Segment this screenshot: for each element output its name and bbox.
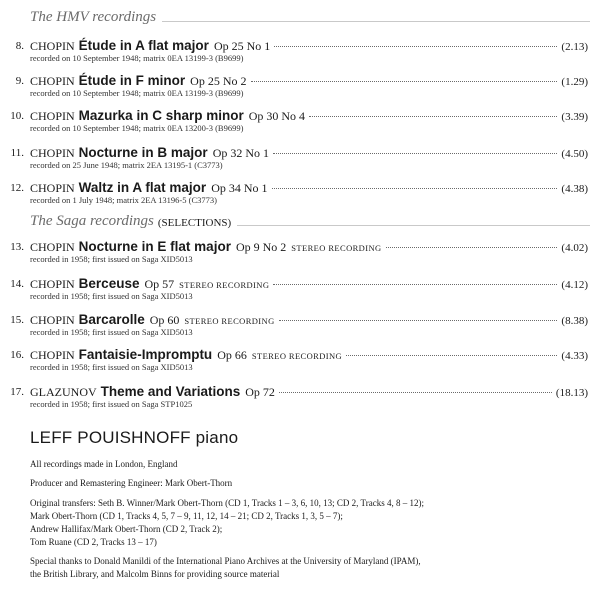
track-title: Étude in F minor <box>78 73 186 88</box>
track-composer: CHOPIN <box>30 313 75 327</box>
stereo-recording-tag: STEREO RECORDING <box>184 316 275 326</box>
track-duration: (8.38) <box>561 315 588 327</box>
track-opus: Op 60 <box>149 313 180 327</box>
track-row <box>0 38 598 68</box>
credit-thanks-line: Special thanks to Donald Manildi of the International Piano Archives at the University of Maryland (IPAM), <box>30 556 421 566</box>
dot-leader <box>386 247 558 248</box>
section-note-saga: (SELECTIONS) <box>157 217 232 229</box>
track-composer: CHOPIN <box>30 109 75 123</box>
track-duration: (4.38) <box>561 183 588 195</box>
credit-transfer-line: Original transfers: Seth B. Winner/Mark Obert-Thorn (CD 1, Tracks 1 – 3, 6, 10, 13; CD 2, Tracks 4, 8 – 12); <box>30 498 424 508</box>
track-duration: (4.50) <box>561 148 588 160</box>
track-number: 15. <box>10 314 24 326</box>
track-opus: Op 57 <box>144 277 175 291</box>
track-row <box>0 73 598 103</box>
track-title: Étude in A flat major <box>78 38 209 53</box>
track-title: Theme and Variations <box>100 384 241 399</box>
track-composer: CHOPIN <box>30 146 75 160</box>
track-line <box>30 347 588 363</box>
track-recording-info: recorded in 1958; first issued on Saga STP1025 <box>30 399 193 409</box>
track-row <box>0 347 598 377</box>
track-title: Berceuse <box>78 276 140 291</box>
dot-leader <box>273 284 557 285</box>
dot-leader <box>279 392 552 393</box>
track-recording-info: recorded in 1958; first issued on Saga XID5013 <box>30 254 193 264</box>
track-duration: (4.02) <box>561 242 588 254</box>
track-line <box>30 145 588 161</box>
track-duration: (1.29) <box>561 76 588 88</box>
track-title: Barcarolle <box>78 312 145 327</box>
track-number: 16. <box>10 349 24 361</box>
credit-transfer-line: Andrew Hallifax/Mark Obert-Thorn (CD 2, Track 2); <box>30 524 223 534</box>
section-rule <box>237 225 590 226</box>
track-opus: Op 32 No 1 <box>212 146 270 160</box>
track-row <box>0 312 598 342</box>
credit-transfer-line: Mark Obert-Thorn (CD 1, Tracks 4, 5, 7 – 9, 11, 12, 14 – 21; CD 2, Tracks 1, 3, 5 – 7); <box>30 511 343 521</box>
track-line <box>30 108 588 124</box>
track-opus: Op 25 No 2 <box>190 74 247 88</box>
track-row <box>0 384 598 414</box>
track-number: 9. <box>15 75 24 87</box>
track-duration: (2.13) <box>561 41 588 53</box>
track-recording-info: recorded in 1958; first issued on Saga XID5013 <box>30 362 193 372</box>
track-line <box>30 73 588 89</box>
track-title: Mazurka in C sharp minor <box>78 108 244 123</box>
dot-leader <box>274 46 557 47</box>
track-number: 12. <box>10 182 24 194</box>
track-line <box>30 180 588 196</box>
track-composer: GLAZUNOV <box>30 385 97 399</box>
section-header-hmv <box>30 8 590 26</box>
track-composer: CHOPIN <box>30 74 75 88</box>
track-duration: (4.12) <box>561 279 588 291</box>
track-opus: Op 66 <box>217 348 247 362</box>
track-composer: CHOPIN <box>30 181 75 195</box>
stereo-recording-tag: STEREO RECORDING <box>291 243 382 253</box>
track-line <box>30 239 588 255</box>
track-line <box>30 312 588 328</box>
track-title: Waltz in A flat major <box>78 180 207 195</box>
track-opus: Op 9 No 2 <box>235 240 287 254</box>
track-title: Nocturne in E flat major <box>78 239 231 254</box>
track-opus: Op 30 No 4 <box>248 109 306 123</box>
track-number: 10. <box>10 110 24 122</box>
dot-leader <box>251 81 558 82</box>
track-composer: CHOPIN <box>30 277 75 291</box>
track-line <box>30 276 588 292</box>
track-opus: Op 34 No 1 <box>211 181 268 195</box>
track-row <box>0 108 598 138</box>
track-recording-info: recorded on 10 September 1948; matrix 0EA 13200-3 (B9699) <box>30 123 244 133</box>
track-duration: (3.39) <box>561 111 588 123</box>
track-number: 17. <box>10 386 24 398</box>
track-recording-info: recorded on 25 June 1948; matrix 2EA 13195-1 (C3773) <box>30 160 223 170</box>
track-number: 11. <box>10 147 24 159</box>
track-title: Nocturne in B major <box>78 145 208 160</box>
section-title-saga: The Saga recordings <box>30 213 154 229</box>
track-recording-info: recorded in 1958; first issued on Saga XID5013 <box>30 291 193 301</box>
stereo-recording-tag: STEREO RECORDING <box>251 351 343 361</box>
stereo-recording-tag: STEREO RECORDING <box>179 280 270 290</box>
track-number: 14. <box>10 278 24 290</box>
dot-leader <box>273 153 557 154</box>
section-rule <box>162 21 590 22</box>
track-number: 13. <box>10 241 24 253</box>
dot-leader <box>272 188 558 189</box>
track-recording-info: recorded on 10 September 1948; matrix 0EA 13199-3 (B9699) <box>30 53 244 63</box>
track-opus: Op 25 No 1 <box>213 39 271 53</box>
track-row <box>0 180 598 210</box>
credit-thanks-line: the British Library, and Malcolm Binns for providing source material <box>30 569 280 579</box>
track-opus: Op 72 <box>245 385 275 399</box>
track-composer: CHOPIN <box>30 240 75 254</box>
track-recording-info: recorded on 1 July 1948; matrix 2EA 13196-5 (C3773) <box>30 195 217 205</box>
credit-location: All recordings made in London, England <box>30 459 178 469</box>
track-line <box>30 38 588 54</box>
dot-leader <box>309 116 557 117</box>
track-recording-info: recorded on 10 September 1948; matrix 0EA 13199-3 (B9699) <box>30 88 244 98</box>
track-composer: CHOPIN <box>30 39 75 53</box>
track-composer: CHOPIN <box>30 348 75 362</box>
artist-credit: LEFF POUISHNOFF piano <box>30 428 239 447</box>
dot-leader <box>346 355 557 356</box>
track-duration: (18.13) <box>555 387 588 399</box>
track-number: 8. <box>15 40 24 52</box>
section-title-hmv: The HMV recordings <box>30 9 157 25</box>
track-row <box>0 239 598 269</box>
credit-transfer-line: Tom Ruane (CD 2, Tracks 13 – 17) <box>30 537 157 547</box>
credit-producer: Producer and Remastering Engineer: Mark Obert-Thorn <box>30 478 233 488</box>
track-line <box>30 384 588 400</box>
track-duration: (4.33) <box>561 350 588 362</box>
track-title: Fantaisie-Impromptu <box>78 347 213 362</box>
track-row <box>0 145 598 175</box>
section-header-saga <box>30 212 590 230</box>
track-recording-info: recorded in 1958; first issued on Saga XID5013 <box>30 327 193 337</box>
track-row <box>0 276 598 306</box>
dot-leader <box>279 320 558 321</box>
